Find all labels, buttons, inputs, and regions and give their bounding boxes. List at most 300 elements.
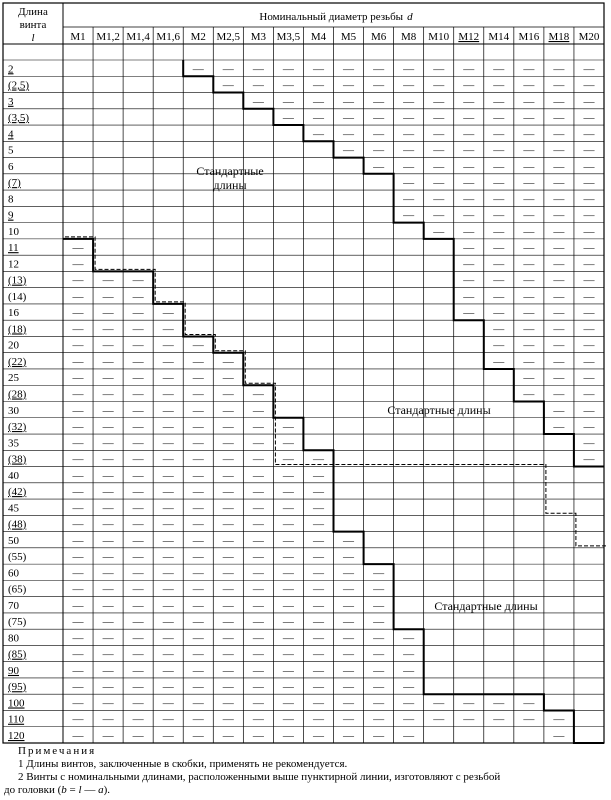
length-label: (65) bbox=[8, 583, 27, 596]
dash-cell: — bbox=[523, 160, 535, 173]
dash-cell: — bbox=[493, 713, 505, 726]
dash-cell: — bbox=[343, 144, 355, 157]
dash-cell: — bbox=[373, 616, 385, 629]
dash-cell: — bbox=[192, 469, 204, 482]
diameter-label: М3 bbox=[250, 31, 267, 43]
length-label: 2 bbox=[8, 63, 14, 76]
dash-cell: — bbox=[493, 209, 505, 222]
dash-cell: — bbox=[433, 112, 445, 125]
dash-cell: — bbox=[493, 323, 505, 336]
dash-cell: — bbox=[403, 697, 415, 710]
length-label: 12 bbox=[8, 258, 19, 271]
formula-eq: = bbox=[66, 784, 79, 796]
dash-cell: — bbox=[252, 648, 264, 661]
diameter-label: М1,6 bbox=[156, 31, 180, 43]
dash-cell: — bbox=[343, 697, 355, 710]
dash-cell: — bbox=[493, 95, 505, 108]
dash-cell: — bbox=[72, 290, 84, 303]
dash-cell: — bbox=[222, 518, 234, 531]
note-cont-suffix: ). bbox=[103, 784, 110, 796]
dash-cell: — bbox=[583, 372, 595, 385]
dash-cell: — bbox=[102, 697, 114, 710]
dash-cell: — bbox=[312, 567, 324, 580]
dash-cell: — bbox=[222, 388, 234, 401]
dash-cell: — bbox=[312, 616, 324, 629]
dash-cell: — bbox=[282, 713, 294, 726]
dash-cell: — bbox=[102, 453, 114, 466]
dash-cell: — bbox=[312, 632, 324, 645]
region-label-upper-1: Стандартные bbox=[196, 164, 264, 178]
dash-cell: — bbox=[403, 160, 415, 173]
dash-cell: — bbox=[583, 437, 595, 450]
length-header-line-3: l bbox=[31, 32, 35, 44]
dash-cell: — bbox=[192, 388, 204, 401]
dash-cell: — bbox=[102, 502, 114, 515]
dash-cell: — bbox=[102, 486, 114, 499]
region-label-lower: Стандартные длины bbox=[434, 599, 538, 613]
dash-cell: — bbox=[553, 193, 565, 206]
length-label: 100 bbox=[8, 697, 25, 710]
dash-cell: — bbox=[343, 112, 355, 125]
dash-cell: — bbox=[72, 453, 84, 466]
dash-cell: — bbox=[523, 307, 535, 320]
dash-cell: — bbox=[463, 128, 475, 141]
dash-cell: — bbox=[373, 95, 385, 108]
dash-cell: — bbox=[433, 95, 445, 108]
diameter-symbol: d bbox=[407, 11, 413, 23]
dash-cell: — bbox=[343, 567, 355, 580]
length-label: (85) bbox=[8, 648, 27, 661]
dash-cell: — bbox=[102, 616, 114, 629]
dash-cell: — bbox=[282, 112, 294, 125]
dash-cell: — bbox=[493, 258, 505, 271]
dash-cell: — bbox=[553, 274, 565, 287]
dash-cell: — bbox=[102, 713, 114, 726]
dash-cell: — bbox=[192, 648, 204, 661]
dash-cell: — bbox=[132, 648, 144, 661]
dash-cell: — bbox=[132, 697, 144, 710]
dash-cell: — bbox=[523, 63, 535, 76]
dash-cell: — bbox=[403, 632, 415, 645]
dash-cell: — bbox=[343, 713, 355, 726]
dash-cell: — bbox=[162, 372, 174, 385]
dash-cell: — bbox=[132, 469, 144, 482]
dash-cell: — bbox=[162, 437, 174, 450]
diameter-label: М8 bbox=[400, 31, 417, 43]
length-label: 35 bbox=[8, 437, 19, 450]
dash-cell: — bbox=[312, 79, 324, 92]
dash-cell: — bbox=[553, 209, 565, 222]
dash-cell: — bbox=[583, 225, 595, 238]
dash-cell: — bbox=[222, 551, 234, 564]
dash-cell: — bbox=[373, 63, 385, 76]
dash-cell: — bbox=[72, 616, 84, 629]
dash-cell: — bbox=[343, 648, 355, 661]
dash-cell: — bbox=[132, 681, 144, 694]
dash-cell: — bbox=[222, 567, 234, 580]
diameter-label: М1,2 bbox=[96, 31, 120, 43]
dash-cell: — bbox=[312, 583, 324, 596]
dash-cell: — bbox=[72, 502, 84, 515]
dash-cell: — bbox=[102, 469, 114, 482]
length-label: 11 bbox=[8, 242, 19, 255]
dash-cell: — bbox=[72, 648, 84, 661]
length-label: 25 bbox=[8, 372, 19, 385]
dash-cell: — bbox=[403, 681, 415, 694]
dash-cell: — bbox=[553, 258, 565, 271]
dash-cell: — bbox=[282, 469, 294, 482]
dash-cell: — bbox=[162, 421, 174, 434]
dash-cell: — bbox=[553, 323, 565, 336]
dash-cell: — bbox=[553, 79, 565, 92]
dash-cell: — bbox=[583, 258, 595, 271]
dash-cell: — bbox=[523, 355, 535, 368]
dash-cell: — bbox=[252, 713, 264, 726]
dash-cell: — bbox=[583, 307, 595, 320]
dash-cell: — bbox=[373, 648, 385, 661]
dash-cell: — bbox=[162, 518, 174, 531]
dash-cell: — bbox=[403, 648, 415, 661]
dash-cell: — bbox=[343, 681, 355, 694]
dash-cell: — bbox=[403, 209, 415, 222]
diameter-label: М12 bbox=[458, 31, 480, 43]
dash-cell: — bbox=[132, 437, 144, 450]
dash-cell: — bbox=[553, 388, 565, 401]
dash-cell: — bbox=[493, 242, 505, 255]
dash-cell: — bbox=[132, 616, 144, 629]
dash-cell: — bbox=[162, 323, 174, 336]
length-label: (18) bbox=[8, 323, 27, 336]
dash-cell: — bbox=[162, 502, 174, 515]
dash-cell: — bbox=[252, 567, 264, 580]
length-label: 60 bbox=[8, 567, 19, 580]
dash-cell: — bbox=[72, 486, 84, 499]
dash-cell: — bbox=[72, 421, 84, 434]
length-label: 90 bbox=[8, 664, 19, 677]
diameter-label: М2 bbox=[190, 31, 206, 43]
dash-cell: — bbox=[102, 421, 114, 434]
dash-cell: — bbox=[282, 648, 294, 661]
length-label: (2,5) bbox=[8, 79, 30, 92]
dash-cell: — bbox=[252, 681, 264, 694]
dash-cell: — bbox=[312, 63, 324, 76]
length-label: 6 bbox=[8, 160, 14, 173]
length-label: (48) bbox=[8, 518, 27, 531]
diameter-label: М10 bbox=[428, 31, 450, 43]
dash-cell: — bbox=[433, 225, 445, 238]
dash-cell: — bbox=[222, 502, 234, 515]
dash-cell: — bbox=[252, 404, 264, 417]
diameter-header-title bbox=[259, 11, 413, 23]
dash-cell: — bbox=[192, 453, 204, 466]
dash-cell: — bbox=[222, 713, 234, 726]
dash-cell: — bbox=[132, 664, 144, 677]
dash-cell: — bbox=[343, 79, 355, 92]
length-label: 110 bbox=[8, 713, 25, 726]
dash-cell: — bbox=[102, 648, 114, 661]
dash-cell: — bbox=[72, 551, 84, 564]
dash-cell: — bbox=[192, 551, 204, 564]
dash-cell: — bbox=[72, 339, 84, 352]
dash-cell: — bbox=[132, 713, 144, 726]
dash-cell: — bbox=[252, 697, 264, 710]
dash-cell: — bbox=[553, 404, 565, 417]
dash-cell: — bbox=[403, 193, 415, 206]
dash-cell: — bbox=[433, 63, 445, 76]
length-label: (7) bbox=[8, 177, 21, 190]
length-label: 10 bbox=[8, 225, 19, 238]
dash-cell: — bbox=[312, 599, 324, 612]
diameter-label: М5 bbox=[340, 31, 357, 43]
length-label: (75) bbox=[8, 616, 27, 629]
dash-cell: — bbox=[433, 177, 445, 190]
dash-cell: — bbox=[282, 583, 294, 596]
dash-cell: — bbox=[132, 388, 144, 401]
length-label: (22) bbox=[8, 355, 27, 368]
dash-cell: — bbox=[222, 453, 234, 466]
dash-cell: — bbox=[523, 388, 535, 401]
dash-cell: — bbox=[463, 95, 475, 108]
dash-cell: — bbox=[252, 95, 264, 108]
dash-cell: — bbox=[583, 209, 595, 222]
dash-cell: — bbox=[583, 274, 595, 287]
dash-cell: — bbox=[583, 95, 595, 108]
dash-cell: — bbox=[222, 79, 234, 92]
dash-cell: — bbox=[132, 421, 144, 434]
dash-cell: — bbox=[403, 713, 415, 726]
dash-cell: — bbox=[282, 453, 294, 466]
dash-cell: — bbox=[192, 518, 204, 531]
dash-cell: — bbox=[102, 307, 114, 320]
dash-cell: — bbox=[222, 63, 234, 76]
dash-cell: — bbox=[72, 730, 84, 742]
dash-cell: — bbox=[373, 664, 385, 677]
dash-cell: — bbox=[72, 518, 84, 531]
dash-cell: — bbox=[523, 713, 535, 726]
dash-cell: — bbox=[312, 551, 324, 564]
length-label: 40 bbox=[8, 469, 19, 482]
formula-l: l bbox=[78, 784, 82, 796]
dash-cell: — bbox=[373, 730, 385, 742]
dash-cell: — bbox=[463, 307, 475, 320]
dash-cell: — bbox=[192, 421, 204, 434]
dash-cell: — bbox=[132, 307, 144, 320]
dash-cell: — bbox=[252, 388, 264, 401]
dash-cell: — bbox=[252, 583, 264, 596]
length-label: 45 bbox=[8, 502, 19, 515]
diameter-label: М3,5 bbox=[276, 31, 301, 43]
dash-cell: — bbox=[403, 664, 415, 677]
dash-cell: — bbox=[493, 177, 505, 190]
diameter-label: М18 bbox=[548, 31, 570, 43]
dash-cell: — bbox=[222, 469, 234, 482]
dash-cell: — bbox=[282, 63, 294, 76]
dash-cell: — bbox=[343, 632, 355, 645]
dash-cell: — bbox=[282, 632, 294, 645]
dash-cell: — bbox=[493, 290, 505, 303]
dash-cell: — bbox=[282, 95, 294, 108]
length-label: (38) bbox=[8, 453, 27, 466]
dash-cell: — bbox=[463, 274, 475, 287]
dash-cell: — bbox=[373, 567, 385, 580]
dash-cell: — bbox=[312, 681, 324, 694]
dash-cell: — bbox=[403, 112, 415, 125]
length-label: (42) bbox=[8, 486, 27, 499]
length-header-line-1: Длина bbox=[18, 6, 48, 18]
dash-cell: — bbox=[282, 437, 294, 450]
dash-cell: — bbox=[162, 453, 174, 466]
dash-cell: — bbox=[222, 681, 234, 694]
dash-cell: — bbox=[162, 567, 174, 580]
dash-cell: — bbox=[192, 664, 204, 677]
dash-cell: — bbox=[583, 63, 595, 76]
dash-cell: — bbox=[433, 209, 445, 222]
dash-cell: — bbox=[192, 567, 204, 580]
dash-cell: — bbox=[192, 616, 204, 629]
dash-cell: — bbox=[132, 372, 144, 385]
dash-cell: — bbox=[162, 599, 174, 612]
dash-cell: — bbox=[523, 144, 535, 157]
dash-cell: — bbox=[583, 160, 595, 173]
dash-cell: — bbox=[282, 697, 294, 710]
dash-cell: — bbox=[433, 79, 445, 92]
dash-cell: — bbox=[222, 534, 234, 547]
dash-cell: — bbox=[282, 534, 294, 547]
dash-cell: — bbox=[523, 209, 535, 222]
dash-cell: — bbox=[312, 730, 324, 742]
dash-cell: — bbox=[192, 404, 204, 417]
dash-cell: — bbox=[102, 583, 114, 596]
dash-cell: — bbox=[102, 404, 114, 417]
region-label-middle: Стандартные длины bbox=[387, 403, 491, 417]
dash-cell: — bbox=[583, 177, 595, 190]
length-label: 3 bbox=[8, 95, 14, 108]
dash-cell: — bbox=[72, 632, 84, 645]
dash-cell: — bbox=[373, 697, 385, 710]
dash-cell: — bbox=[343, 128, 355, 141]
dash-cell: — bbox=[433, 193, 445, 206]
dash-cell: — bbox=[583, 339, 595, 352]
dash-cell: — bbox=[222, 632, 234, 645]
dash-cell: — bbox=[72, 404, 84, 417]
dash-cell: — bbox=[222, 730, 234, 742]
dash-cell: — bbox=[72, 242, 84, 255]
length-label: (13) bbox=[8, 274, 27, 287]
dash-cell: — bbox=[282, 730, 294, 742]
dash-cell: — bbox=[553, 160, 565, 173]
dash-cell: — bbox=[463, 713, 475, 726]
formula-b: b bbox=[61, 784, 67, 796]
dash-cell: — bbox=[102, 323, 114, 336]
dash-cell: — bbox=[222, 404, 234, 417]
dash-cell: — bbox=[463, 193, 475, 206]
diameter-label: М2,5 bbox=[216, 31, 241, 43]
dash-cell: — bbox=[583, 323, 595, 336]
dash-cell: — bbox=[162, 713, 174, 726]
length-label: 16 bbox=[8, 307, 19, 320]
dash-cell: — bbox=[373, 112, 385, 125]
dash-cell: — bbox=[583, 404, 595, 417]
dash-cell: — bbox=[72, 713, 84, 726]
dash-cell: — bbox=[553, 144, 565, 157]
dash-cell: — bbox=[162, 632, 174, 645]
dash-cell: — bbox=[72, 664, 84, 677]
dash-cell: — bbox=[222, 648, 234, 661]
dash-cell: — bbox=[373, 599, 385, 612]
dash-cell: — bbox=[312, 469, 324, 482]
dash-cell: — bbox=[132, 632, 144, 645]
dash-cell: — bbox=[312, 713, 324, 726]
dash-cell: — bbox=[192, 339, 204, 352]
dash-cell: — bbox=[493, 339, 505, 352]
dash-cell: — bbox=[433, 144, 445, 157]
dash-cell: — bbox=[312, 453, 324, 466]
dash-cell: — bbox=[102, 437, 114, 450]
dash-cell: — bbox=[312, 128, 324, 141]
dash-cell: — bbox=[493, 160, 505, 173]
dash-cell: — bbox=[403, 95, 415, 108]
dash-cell: — bbox=[282, 79, 294, 92]
dash-cell: — bbox=[162, 355, 174, 368]
dash-cell: — bbox=[102, 730, 114, 742]
dash-cell: — bbox=[312, 648, 324, 661]
dash-cell: — bbox=[252, 453, 264, 466]
dash-cell: — bbox=[583, 388, 595, 401]
dash-cell: — bbox=[463, 63, 475, 76]
dash-cell: — bbox=[493, 274, 505, 287]
dash-cell: — bbox=[192, 632, 204, 645]
dash-cell: — bbox=[102, 599, 114, 612]
dash-cell: — bbox=[583, 144, 595, 157]
dash-cell: — bbox=[583, 128, 595, 141]
dash-cell: — bbox=[162, 469, 174, 482]
dash-cell: — bbox=[252, 616, 264, 629]
dash-cell: — bbox=[493, 112, 505, 125]
length-label: 80 bbox=[8, 632, 19, 645]
dash-cell: — bbox=[162, 616, 174, 629]
dash-cell: — bbox=[72, 258, 84, 271]
dash-cell: — bbox=[222, 664, 234, 677]
dash-cell: — bbox=[192, 730, 204, 742]
dash-cell: — bbox=[463, 144, 475, 157]
dash-cell: — bbox=[343, 664, 355, 677]
dash-cell: — bbox=[312, 95, 324, 108]
dash-cell: — bbox=[102, 372, 114, 385]
diameter-label: М20 bbox=[578, 31, 600, 43]
dash-cell: — bbox=[102, 518, 114, 531]
dash-cell: — bbox=[192, 599, 204, 612]
dash-cell: — bbox=[162, 486, 174, 499]
dash-cell: — bbox=[523, 79, 535, 92]
dash-cell: — bbox=[282, 421, 294, 434]
formula-minus: — bbox=[81, 784, 99, 796]
dash-cell: — bbox=[493, 307, 505, 320]
dash-cell: — bbox=[343, 616, 355, 629]
note-item-2-continuation bbox=[4, 784, 604, 797]
dash-cell: — bbox=[192, 486, 204, 499]
dash-cell: — bbox=[72, 307, 84, 320]
dash-cell: — bbox=[433, 713, 445, 726]
dash-cell: — bbox=[312, 697, 324, 710]
length-header-line-2: винта bbox=[19, 19, 47, 31]
length-label: 8 bbox=[8, 193, 14, 206]
dash-cell: — bbox=[192, 697, 204, 710]
dash-cell: — bbox=[343, 95, 355, 108]
dash-cell: — bbox=[463, 697, 475, 710]
dash-cell: — bbox=[222, 583, 234, 596]
dash-cell: — bbox=[282, 599, 294, 612]
dash-cell: — bbox=[132, 599, 144, 612]
